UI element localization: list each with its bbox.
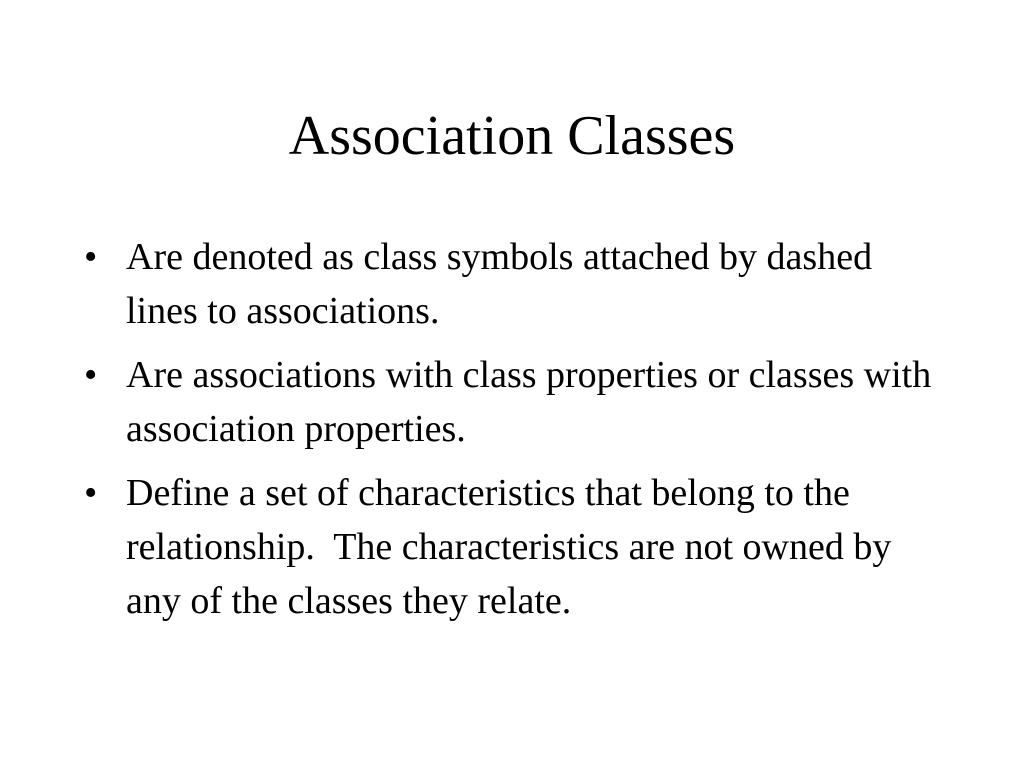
- bullet-list: [84, 230, 944, 638]
- bullet-text: Are denoted as class symbols attached by dashed lines to associations.: [126, 236, 882, 332]
- bullet-text: Define a set of characteristics that belong to the relationship. The characteristics are not owned by any of the classes they relate.: [126, 472, 901, 622]
- bullet-item: [84, 230, 944, 338]
- bullet-icon: •: [84, 236, 98, 278]
- bullet-icon: •: [84, 472, 98, 514]
- bullet-item: [84, 466, 944, 628]
- bullet-text: Are associations with class properties or classes with association properties.: [126, 354, 941, 450]
- bullet-item: [84, 348, 944, 456]
- bullet-icon: •: [84, 354, 98, 396]
- slide-title: Association Classes: [288, 105, 736, 167]
